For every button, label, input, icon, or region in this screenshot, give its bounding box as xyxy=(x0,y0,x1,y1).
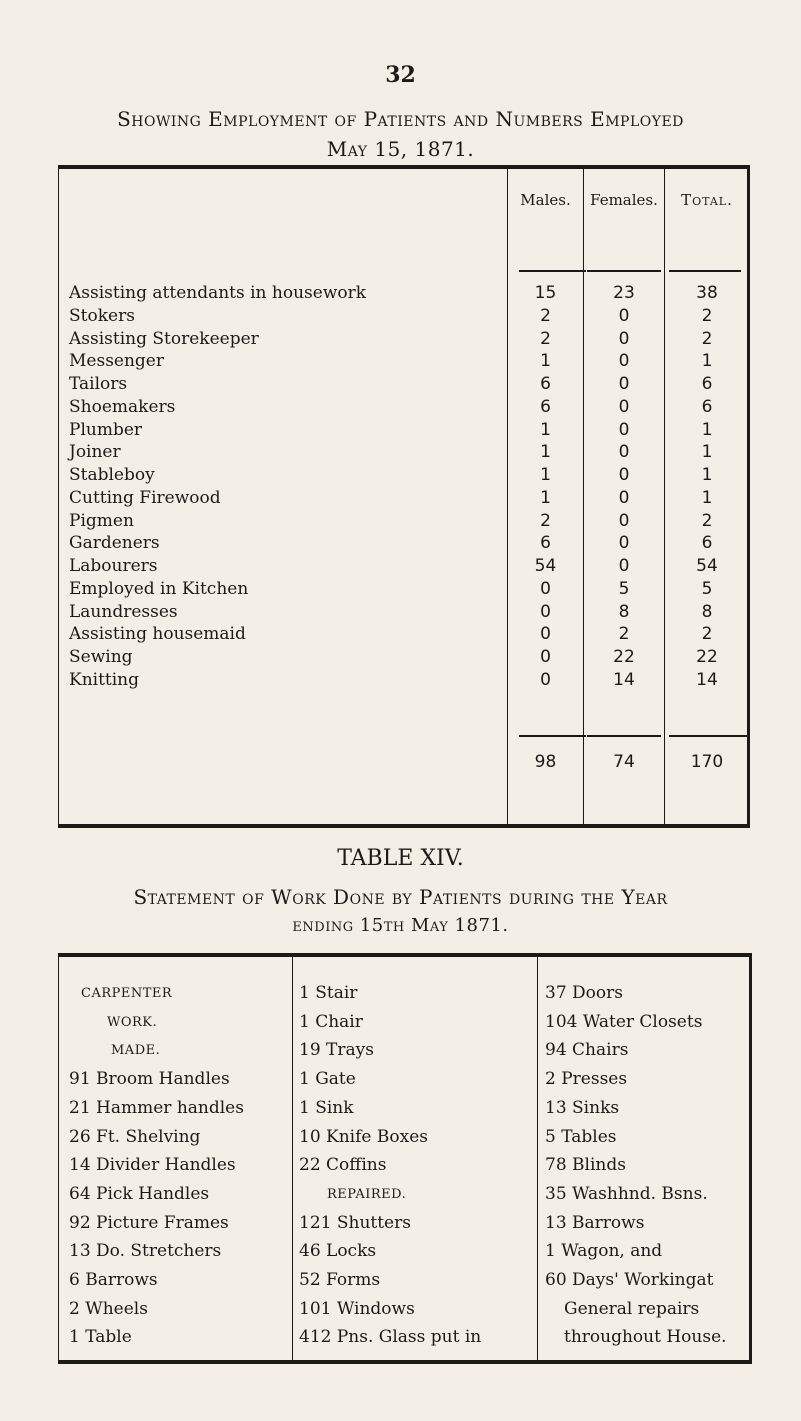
work-item: MADE. xyxy=(111,1043,161,1059)
row-females: 0 xyxy=(618,533,630,554)
row-males: 0 xyxy=(540,669,551,690)
work-item: 26 Ft. Shelving xyxy=(69,1126,201,1147)
row-label: Sewing xyxy=(69,647,133,667)
heading-employment-line2: May 15, 1871. xyxy=(326,137,475,161)
row-label: Assisting attendants in housework xyxy=(69,283,367,303)
header-rule xyxy=(587,270,661,272)
row-males: 1 xyxy=(540,442,551,463)
row-males: 1 xyxy=(540,351,551,372)
row-females: 5 xyxy=(618,578,630,599)
work-item: 92 Picture Frames xyxy=(69,1212,229,1233)
work-item: 104 Water Closets xyxy=(545,1011,703,1032)
work-item: 2 Wheels xyxy=(69,1298,148,1319)
row-females: 0 xyxy=(618,328,630,349)
work-item: 13 Do. Stretchers xyxy=(69,1241,222,1262)
row-total: 1 xyxy=(701,351,713,372)
row-total: 2 xyxy=(701,328,713,349)
row-label: Employed in Kitchen xyxy=(69,578,249,599)
row-label: Laundresses xyxy=(69,601,178,622)
row-label: Assisting Storekeeper xyxy=(69,328,259,349)
table-title: TABLE XIV. xyxy=(337,846,464,871)
total-males: 98 xyxy=(534,752,557,772)
work-item: 5 Tables xyxy=(545,1126,617,1147)
row-males: 2 xyxy=(540,305,551,326)
work-item: 91 Broom Handles xyxy=(69,1069,230,1090)
column-divider xyxy=(537,957,538,1360)
row-label: Joiner xyxy=(69,442,121,463)
row-females: 0 xyxy=(618,374,630,394)
row-females: 22 xyxy=(613,647,635,667)
total-rule xyxy=(587,735,661,737)
total-all: 170 xyxy=(690,752,724,772)
work-item: CARPENTER xyxy=(81,986,173,1001)
work-item: 1 Gate xyxy=(299,1069,356,1090)
work-item: 1 Wagon, and xyxy=(545,1241,663,1262)
row-total: 6 xyxy=(701,396,713,417)
work-item: 13 Barrows xyxy=(545,1212,645,1233)
row-males: 0 xyxy=(540,578,551,599)
work-item: 46 Locks xyxy=(299,1241,377,1262)
row-label: Gardeners xyxy=(69,533,160,554)
work-item: 94 Chairs xyxy=(545,1040,629,1061)
row-females: 0 xyxy=(618,351,630,372)
work-item: 21 Hammer handles xyxy=(69,1097,244,1118)
row-males: 54 xyxy=(534,556,557,576)
row-males: 15 xyxy=(534,283,557,303)
row-males: 2 xyxy=(540,510,551,531)
total-rule xyxy=(669,735,747,737)
heading-work-line2: ending 15th May 1871. xyxy=(292,915,509,936)
work-item: 10 Knife Boxes xyxy=(299,1126,428,1147)
row-label: Messenger xyxy=(69,351,164,372)
row-label: Pigmen xyxy=(69,510,134,531)
row-males: 6 xyxy=(540,396,551,417)
row-label: Plumber xyxy=(69,419,143,440)
row-label: Assisting housemaid xyxy=(69,624,246,645)
row-males: 1 xyxy=(540,487,551,508)
heading-work-line1: Statement of Work Done by Patients during the Year xyxy=(133,885,668,909)
row-total: 8 xyxy=(701,601,713,622)
row-label: Labourers xyxy=(69,556,158,576)
column-header-females: Females. xyxy=(590,191,658,209)
work-item: 1 Sink xyxy=(299,1097,354,1118)
row-total: 22 xyxy=(696,647,718,667)
total-females: 74 xyxy=(613,752,635,772)
employment-table xyxy=(58,165,750,828)
row-females: 14 xyxy=(613,669,635,690)
row-males: 6 xyxy=(540,374,551,394)
row-label: Stokers xyxy=(69,305,135,326)
row-total: 2 xyxy=(701,305,713,326)
row-total: 1 xyxy=(701,487,713,508)
row-label: Cutting Firewood xyxy=(69,487,221,508)
row-total: 14 xyxy=(696,669,718,690)
row-females: 0 xyxy=(618,396,630,417)
row-total: 2 xyxy=(701,624,713,645)
row-females: 8 xyxy=(618,601,630,622)
work-item: 101 Windows xyxy=(299,1298,415,1319)
work-item: 37 Doors xyxy=(545,983,623,1003)
row-total: 1 xyxy=(701,419,713,440)
heading-employment-line1: Showing Employment of Patients and Numbers Employed xyxy=(117,107,684,131)
work-item: REPAIRED. xyxy=(327,1186,407,1202)
row-males: 1 xyxy=(540,465,551,485)
row-males: 2 xyxy=(540,328,551,349)
row-females: 0 xyxy=(618,419,630,440)
row-label: Knitting xyxy=(69,669,140,690)
work-item: 14 Divider Handles xyxy=(69,1155,236,1176)
work-item: 19 Trays xyxy=(299,1040,374,1061)
row-total: 5 xyxy=(701,578,713,599)
row-label: Shoemakers xyxy=(69,396,176,417)
work-item: 60 Days' Workingat xyxy=(545,1270,714,1290)
column-divider xyxy=(292,957,293,1360)
row-females: 0 xyxy=(618,465,630,485)
row-females: 0 xyxy=(618,442,630,463)
work-item: WORK. xyxy=(107,1014,158,1030)
row-females: 0 xyxy=(618,510,630,531)
work-item: throughout House. xyxy=(564,1327,727,1348)
work-item: General repairs xyxy=(564,1298,700,1319)
work-item: 121 Shutters xyxy=(299,1212,411,1233)
row-males: 1 xyxy=(540,419,551,440)
total-rule xyxy=(519,735,586,737)
work-item: 78 Blinds xyxy=(545,1155,626,1176)
column-header-males: Males. xyxy=(520,191,571,209)
work-item: 52 Forms xyxy=(299,1270,381,1290)
row-total: 38 xyxy=(696,283,718,303)
work-item: 1 Table xyxy=(69,1327,132,1348)
row-males: 6 xyxy=(540,533,551,554)
row-females: 2 xyxy=(618,624,630,645)
work-item: 1 Chair xyxy=(299,1011,363,1032)
work-item: 13 Sinks xyxy=(545,1097,620,1118)
work-item: 35 Washhnd. Bsns. xyxy=(545,1183,708,1204)
row-total: 54 xyxy=(696,556,718,576)
header-rule xyxy=(519,270,586,272)
work-done-table xyxy=(58,953,752,1364)
row-males: 0 xyxy=(540,624,551,645)
row-total: 6 xyxy=(701,533,713,554)
header-rule xyxy=(669,270,741,272)
work-item: 2 Presses xyxy=(545,1069,628,1090)
row-label: Stableboy xyxy=(69,465,155,485)
row-females: 23 xyxy=(613,283,635,303)
work-item: 1 Stair xyxy=(299,983,358,1003)
row-total: 6 xyxy=(701,374,713,394)
row-females: 0 xyxy=(618,487,630,508)
row-males: 0 xyxy=(540,601,551,622)
row-males: 0 xyxy=(540,647,551,667)
row-females: 0 xyxy=(618,305,630,326)
row-total: 2 xyxy=(701,510,713,531)
row-females: 0 xyxy=(618,556,630,576)
work-item: 64 Pick Handles xyxy=(69,1183,210,1204)
row-label: Tailors xyxy=(69,374,128,394)
row-total: 1 xyxy=(701,465,713,485)
column-header-total: Total. xyxy=(681,191,733,209)
row-total: 1 xyxy=(701,442,713,463)
page-number: 32 xyxy=(385,62,416,88)
work-item: 412 Pns. Glass put in xyxy=(299,1327,482,1348)
work-item: 22 Coffins xyxy=(299,1155,387,1176)
work-item: 6 Barrows xyxy=(69,1270,158,1290)
